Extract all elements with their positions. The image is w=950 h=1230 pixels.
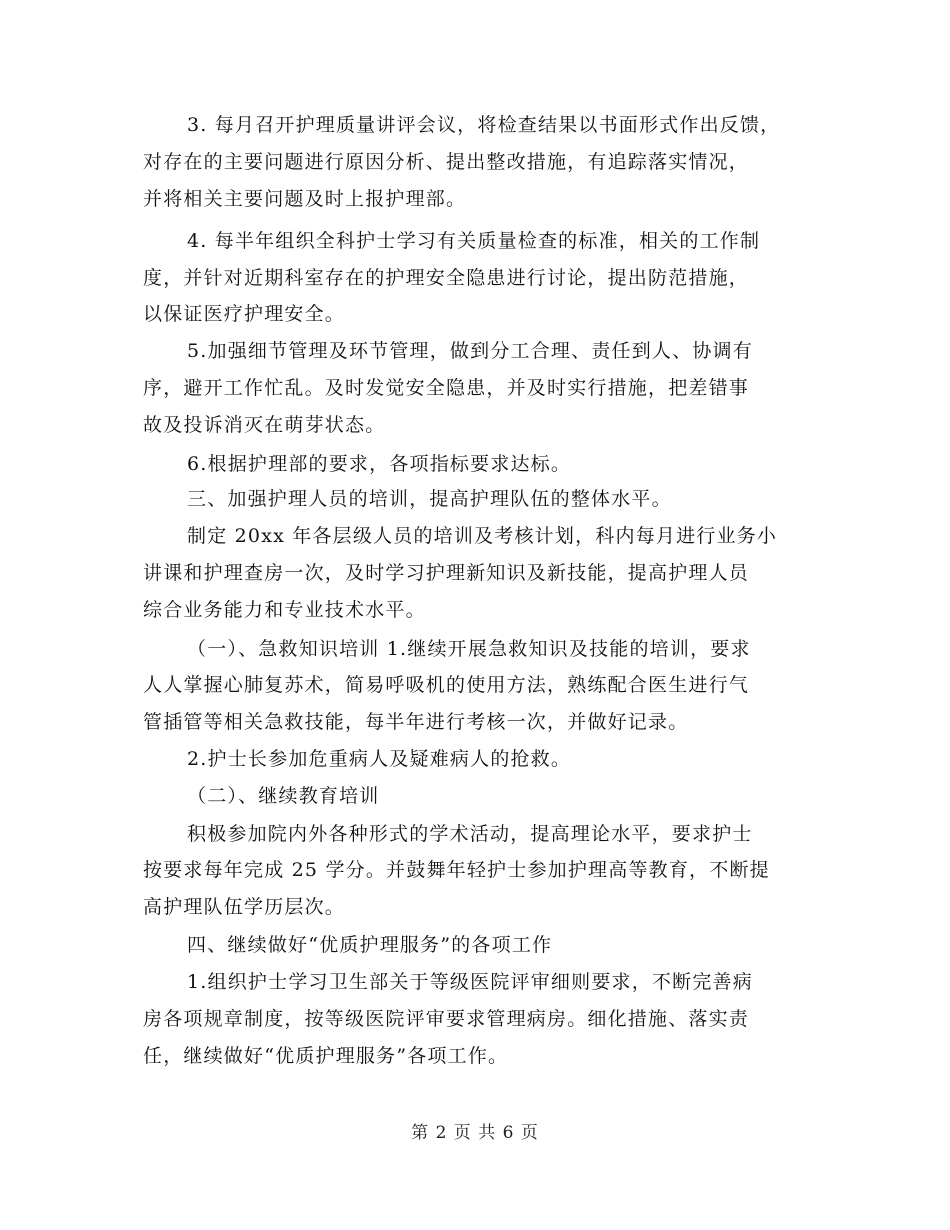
section-heading: 四、继续做好“优质护理服务”的各项工作 [187, 934, 553, 956]
paragraph-line: 并将相关主要问题及时上报护理部。 [143, 188, 467, 210]
paragraph-line: 任，继续做好“优质护理服务”各项工作。 [143, 1045, 509, 1067]
paragraph-line: 按要求每年完成 25 学分。并鼓舞年轻护士参加护理高等教育，不断提 [143, 859, 770, 881]
paragraph-line: 1.组织护士学习卫生部关于等级医院评审细则要求，不断完善病 [187, 971, 753, 993]
paragraph-line: 高护理队伍学历层次。 [143, 896, 346, 918]
paragraph-line: 5.加强细节管理及环节管理，做到分工合理、责任到人、协调有 [187, 340, 753, 362]
subsection-heading: （二）、继续教育培训 [187, 785, 380, 807]
paragraph-line: 讲课和护理查房一次，及时学习护理新知识及新技能，提高护理人员 [143, 562, 750, 584]
page-number: 第 2 页 共 6 页 [411, 1123, 539, 1143]
paragraph-line: 序，避开工作忙乱。及时发觉安全隐患，并及时实行措施，把差错事 [143, 377, 750, 399]
section-heading: 三、加强护理人员的培训，提高护理队伍的整体水平。 [187, 488, 672, 510]
paragraph-line: 对存在的主要问题进行原因分析、提出整改措施，有追踪落实情况， [143, 151, 750, 173]
paragraph-line: 故及投诉消灭在萌芽状态。 [143, 414, 386, 436]
paragraph-line: 3. 每月召开护理质量讲评会议，将检查结果以书面形式作出反馈， [187, 114, 781, 136]
paragraph-line: 制定 20xx 年各层级人员的培训及考核计划，科内每月进行业务小 [187, 525, 778, 547]
paragraph-line: 综合业务能力和专业技术水平。 [143, 599, 426, 621]
paragraph-line: 积极参加院内外各种形式的学术活动，提高理论水平，要求护士 [187, 823, 753, 845]
paragraph-line: 人人掌握心肺复苏术，简易呼吸机的使用方法，熟练配合医生进行气 [143, 674, 750, 696]
paragraph-line: 管插管等相关急救技能，每半年进行考核一次，并做好记录。 [143, 711, 689, 733]
paragraph-line: （一）、急救知识培训 1.继续开展急救知识及技能的培训，要求 [187, 638, 751, 660]
paragraph-line: 以保证医疗护理安全。 [143, 303, 346, 325]
paragraph-line: 房各项规章制度，按等级医院评审要求管理病房。细化措施、落实责 [143, 1008, 750, 1030]
paragraph-line: 4. 每半年组织全科护士学习有关质量检查的标准，相关的工作制 [187, 230, 761, 252]
paragraph-line: 6.根据护理部的要求，各项指标要求达标。 [187, 453, 572, 475]
paragraph-line: 2.护士长参加危重病人及疑难病人的抢救。 [187, 748, 572, 770]
paragraph-line: 度，并针对近期科室存在的护理安全隐患进行讨论，提出防范措施， [143, 267, 750, 289]
